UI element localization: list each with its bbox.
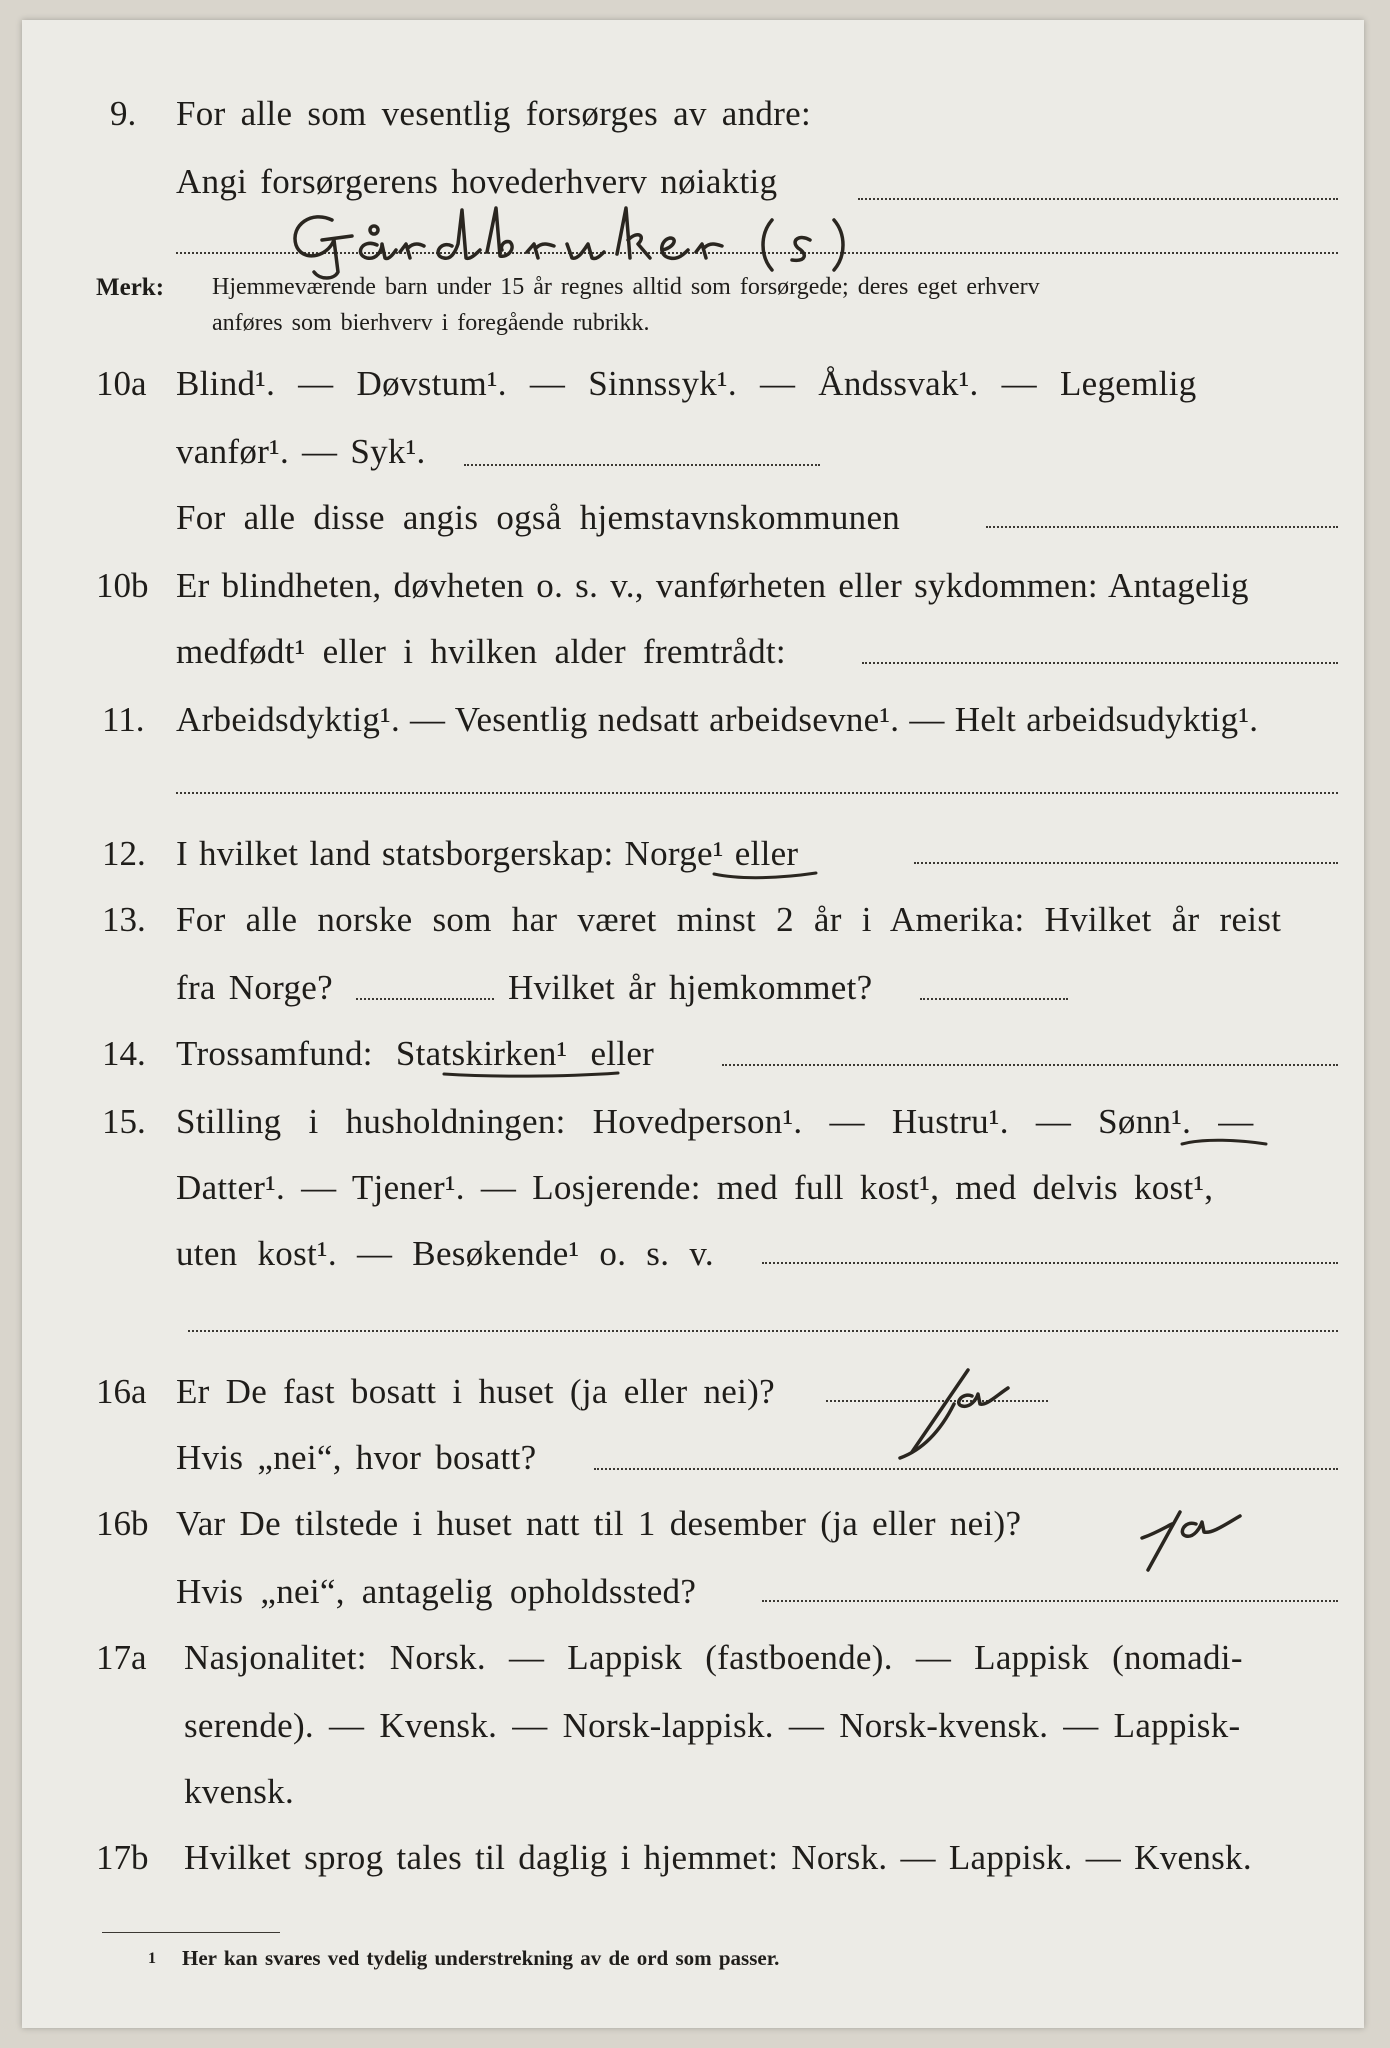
- q16a-handwritten-answer: [892, 1360, 1092, 1465]
- q16a-number: 16a: [96, 1372, 147, 1411]
- q15-number: 15.: [102, 1102, 146, 1141]
- q12-dotted-line: [914, 862, 1338, 864]
- q16b-line2: Hvis „nei“, antagelig opholdssted?: [176, 1572, 697, 1611]
- q10a-line2: vanfør¹. — Syk¹.: [176, 432, 426, 471]
- q17b-line1: Hvilket sprog tales til daglig i hjemmet: Norsk. — Lappisk. — Kvensk.: [184, 1838, 1252, 1877]
- q15-dotted-line-1: [762, 1262, 1338, 1264]
- q17a-line3: kvensk.: [184, 1772, 295, 1811]
- q14-line1: Trossamfund: Statskirken¹ eller: [176, 1034, 655, 1073]
- footnote-text: Her kan svares ved tydelig understrekning av de ord som passer.: [182, 1946, 780, 1970]
- footnote-rule: [102, 1932, 280, 1933]
- q16b-number: 16b: [96, 1504, 149, 1543]
- q15-sonn-underline: [1180, 1136, 1270, 1157]
- q11-dotted-line: [176, 792, 1338, 794]
- q11-number: 11.: [102, 700, 145, 739]
- footnote-mark: 1: [148, 1950, 156, 1967]
- census-form-page: [22, 20, 1364, 2028]
- q10b-line2: medfødt¹ eller i hvilken alder fremtrådt:: [176, 632, 786, 671]
- merk-label: Merk:: [96, 274, 165, 301]
- q17a-number: 17a: [96, 1638, 147, 1677]
- q10b-number: 10b: [96, 566, 149, 605]
- q13-dotted-line-1: [356, 998, 494, 1000]
- q16a-line2: Hvis „nei“, hvor bosatt?: [176, 1438, 537, 1477]
- q14-statskirken-underline: [442, 1068, 622, 1087]
- q16a-dotted-line-2: [594, 1468, 1338, 1470]
- q13-dotted-line-2: [920, 998, 1068, 1000]
- q9-handwritten-answer: [282, 200, 1182, 285]
- q14-number: 14.: [102, 1034, 146, 1073]
- q10a-number: 10a: [96, 364, 147, 403]
- q12-norge-underline: [712, 868, 822, 889]
- q17a-line2: serende). — Kvensk. — Norsk-lappisk. — Norsk-kvensk. — Lappisk-: [184, 1706, 1241, 1745]
- q12-number: 12.: [102, 834, 146, 873]
- q10a-dotted-line-2: [986, 526, 1338, 528]
- q15-line2: Datter¹. — Tjener¹. — Losjerende: med full kost¹, med delvis kost¹,: [176, 1168, 1214, 1207]
- q11-line1: Arbeidsdyktig¹. — Vesentlig nedsatt arbeidsevne¹. — Helt arbeidsudyktig¹.: [176, 700, 1259, 739]
- q12-line1: I hvilket land statsborgerskap: Norge¹ eller: [176, 834, 799, 873]
- q15-dotted-line-2: [188, 1330, 1338, 1332]
- q9-line2: Angi forsørgerens hovederhverv nøiaktig: [176, 162, 778, 201]
- q14-dotted-line: [722, 1064, 1338, 1066]
- q10b-dotted-line: [862, 662, 1338, 664]
- q9-number: 9.: [110, 94, 137, 133]
- q10a-line3: For alle disse angis også hjemstavnskommunen: [176, 498, 901, 537]
- merk-line1: Hjemmeværende barn under 15 år regnes alltid som forsørgede; deres eget erhverv: [212, 274, 1040, 300]
- q10a-dotted-line-1: [464, 464, 820, 466]
- q16b-dotted-line: [762, 1600, 1338, 1602]
- q13-number: 13.: [102, 900, 146, 939]
- q15-line1: Stilling i husholdningen: Hovedperson¹. — Hustru¹. — Sønn¹. —: [176, 1102, 1254, 1141]
- q9-line1: For alle som vesentlig forsørges av andre:: [176, 94, 812, 133]
- q10b-line1: Er blindheten, døvheten o. s. v., vanførheten eller sykdommen: Antagelig: [176, 566, 1249, 605]
- q13-line2b: Hvilket år hjemkommet?: [508, 968, 873, 1007]
- q17a-line1: Nasjonalitet: Norsk. — Lappisk (fastboende). — Lappisk (nomadi-: [184, 1638, 1243, 1677]
- q16b-handwritten-answer: [1140, 1498, 1290, 1583]
- q13-line2a: fra Norge?: [176, 968, 333, 1007]
- merk-line2: anføres som bierhverv i foregående rubrikk.: [212, 310, 650, 336]
- q16b-line1: Var De tilstede i huset natt til 1 desember (ja eller nei)?: [176, 1504, 1022, 1543]
- q17b-number: 17b: [96, 1838, 149, 1877]
- q16a-line1: Er De fast bosatt i huset (ja eller nei)?: [176, 1372, 775, 1411]
- q13-line1: For alle norske som har været minst 2 år i Amerika: Hvilket år reist: [176, 900, 1282, 939]
- q15-line3: uten kost¹. — Besøkende¹ o. s. v.: [176, 1234, 714, 1273]
- q10a-line1: Blind¹. — Døvstum¹. — Sinnssyk¹. — Åndssvak¹. — Legemlig: [176, 364, 1197, 403]
